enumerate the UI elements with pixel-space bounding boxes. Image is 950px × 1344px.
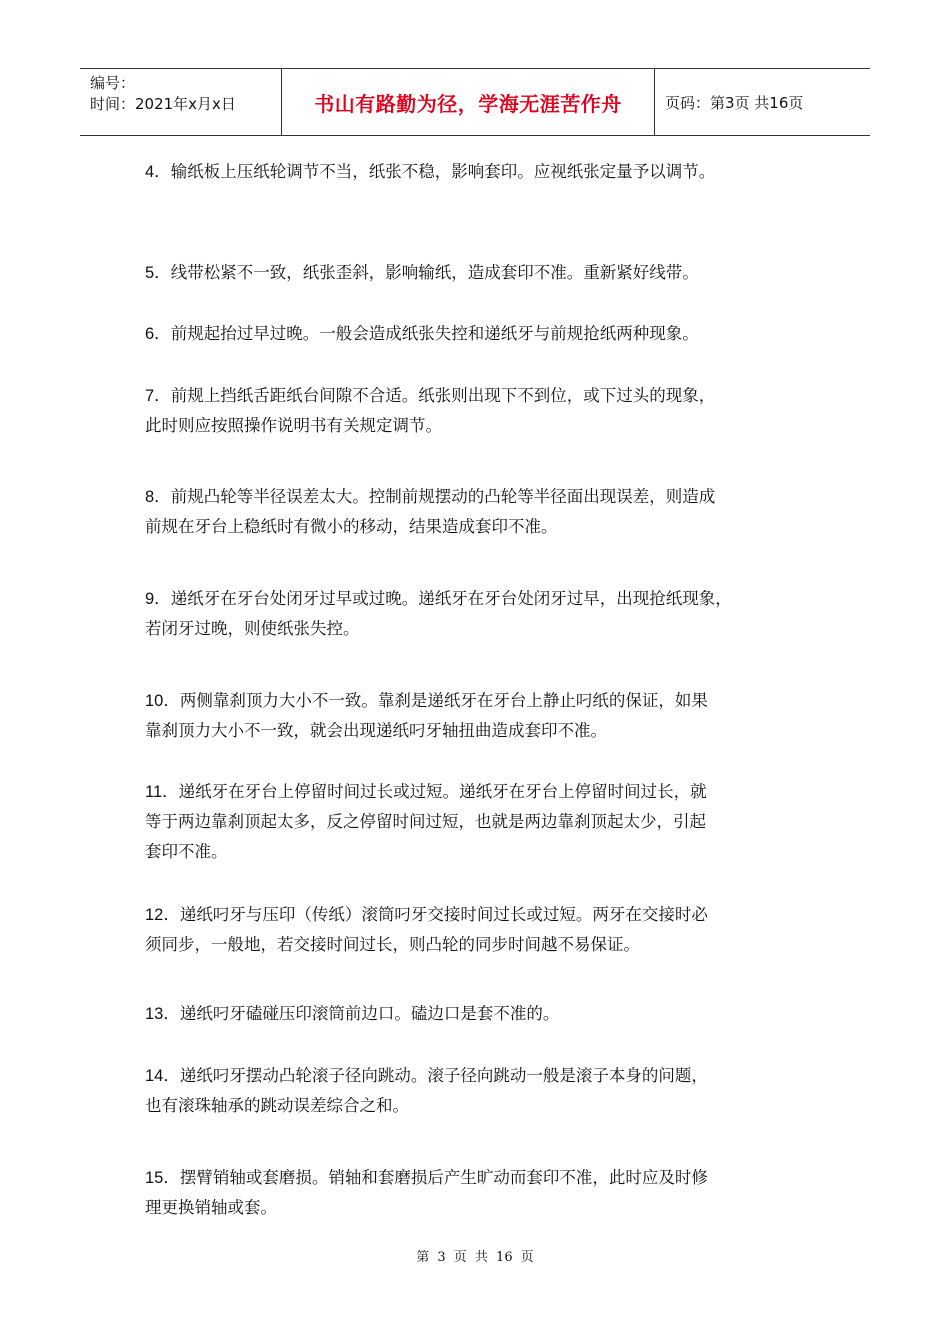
paragraph-4 [145, 381, 715, 441]
paragraph-number: 6． [145, 325, 171, 343]
header-page-info: 页码：第3页 共16页 [665, 93, 804, 112]
paragraph-number: 15． [145, 1169, 180, 1187]
paragraph-text: 前规凸轮等半径误差太大。控制前规摆动的凸轮等半径面出现误差，则造成 [170, 487, 716, 506]
paragraph-line [145, 258, 699, 288]
paragraph-line [145, 614, 732, 644]
paragraph-12 [145, 1163, 708, 1223]
paragraph-line [145, 157, 715, 187]
paragraph-number: 13． [145, 1005, 180, 1023]
header-meta [80, 69, 282, 135]
paragraph-1 [145, 157, 715, 187]
paragraph-10 [145, 999, 559, 1029]
paragraph-text: 摆臂销轴或套磨损。销轴和套磨损后产生旷动而套印不准，此时应及时修 [179, 1168, 708, 1187]
paragraph-line [145, 1193, 708, 1223]
page-header [80, 68, 870, 136]
paragraph-text: 输纸板上压纸轮调节不当，纸张不稳，影响套印。应视纸张定量予以调节。 [170, 162, 716, 181]
paragraph-line [145, 777, 707, 807]
paragraph-line [145, 381, 715, 411]
paragraph-line [145, 482, 715, 512]
paragraph-text: 线带松紧不一致，纸张歪斜，影响输纸，造成套印不准。重新紧好线带。 [170, 263, 699, 282]
paragraph-line [145, 837, 707, 867]
paragraph-line [145, 512, 715, 542]
paragraph-text: 理更换销轴或套。 [145, 1198, 277, 1217]
paragraph-number: 14． [145, 1067, 180, 1085]
paragraph-text: 若闭牙过晚，则使纸张失控。 [145, 619, 360, 638]
paragraph-line [145, 716, 708, 746]
paragraph-text: 靠刹顶力大小不一致，就会出现递纸叼牙轴扭曲造成套印不准。 [145, 721, 607, 740]
paragraph-5 [145, 482, 715, 542]
paragraph-text: 等于两边靠刹顶起太多，反之停留时间过短，也就是两边靠刹顶起太少，引起 [145, 812, 706, 831]
paragraph-line [145, 1061, 708, 1091]
paragraph-9 [145, 900, 708, 960]
paragraph-text: 递纸叼牙摆动凸轮滚子径向跳动。滚子径向跳动一般是滚子本身的问题， [179, 1066, 708, 1085]
paragraph-text: 前规上挡纸舌距纸台间隙不合适。纸张则出现下不到位，或下过头的现象， [170, 386, 716, 405]
paragraph-2 [145, 258, 699, 288]
paragraph-text: 递纸牙在牙台处闭牙过早或过晚。递纸牙在牙台处闭牙过早，出现抢纸现象， [170, 589, 732, 608]
paragraph-number: 7． [145, 387, 171, 405]
paragraph-text: 套印不准。 [145, 842, 228, 861]
paragraph-line [145, 807, 707, 837]
paragraph-line [145, 930, 708, 960]
paragraph-7 [145, 686, 708, 746]
paragraph-line [145, 900, 708, 930]
paragraph-text: 须同步，一般地，若交接时间过长，则凸轮的同步时间越不易保证。 [145, 935, 640, 954]
paragraph-number: 8． [145, 488, 171, 506]
paragraph-line [145, 411, 715, 441]
paragraph-number: 4． [145, 163, 171, 181]
paragraph-text: 前规起抬过早过晚。一般会造成纸张失控和递纸牙与前规抢纸两种现象。 [170, 324, 699, 343]
paragraph-text: 此时则应按照操作说明书有关规定调节。 [145, 416, 442, 435]
paragraph-number: 10． [145, 692, 180, 710]
paragraph-text: 前规在牙台上稳纸时有微小的移动，结果造成套印不准。 [145, 517, 558, 536]
paragraph-number: 5． [145, 264, 171, 282]
serial-label: 编号： [90, 74, 136, 92]
paragraph-line [145, 584, 732, 614]
paragraph-line [145, 999, 559, 1029]
paragraph-3 [145, 319, 699, 349]
paragraph-text: 递纸叼牙与压印（传纸）滚筒叼牙交接时间过长或过短。两牙在交接时必 [179, 905, 708, 924]
paragraph-11 [145, 1061, 708, 1121]
time-label: 时间：2021年x月x日 [90, 95, 236, 113]
paragraph-text: 也有滚珠轴承的跳动误差综合之和。 [145, 1096, 409, 1115]
header-motto: 书山有路勤为径，学海无涯苦作舟 [282, 69, 655, 135]
paragraph-number: 11． [145, 783, 179, 801]
paragraph-line [145, 1091, 708, 1121]
paragraph-line [145, 686, 708, 716]
paragraph-text: 递纸叼牙磕碰压印滚筒前边口。磕边口是套不准的。 [179, 1004, 560, 1023]
paragraph-line [145, 319, 699, 349]
page-footer: 第 3 页 共 16 页 [416, 1250, 534, 1265]
paragraph-8 [145, 777, 707, 867]
paragraph-text: 两侧靠刹顶力大小不一致。靠刹是递纸牙在牙台上静止叼纸的保证，如果 [179, 691, 708, 710]
paragraph-6 [145, 584, 732, 644]
paragraph-number: 9． [145, 590, 171, 608]
paragraph-number: 12． [145, 906, 180, 924]
paragraph-text: 递纸牙在牙台上停留时间过长或过短。递纸牙在牙台上停留时间过长，就 [178, 782, 707, 801]
paragraph-line [145, 1163, 708, 1193]
